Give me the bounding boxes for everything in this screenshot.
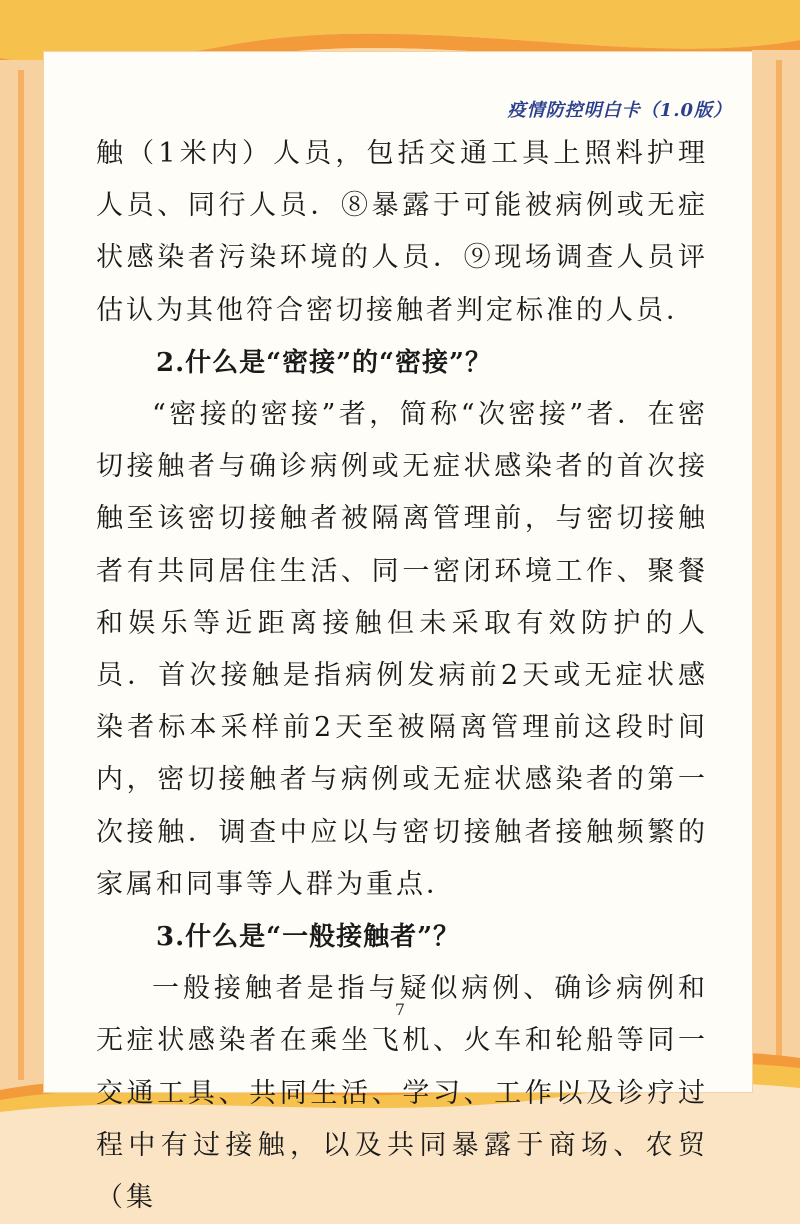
section-heading-3: 3.什么是“一般接触者”？ — [156, 922, 461, 953]
running-header-title: 疫情防控明白卡（1.0版） — [507, 100, 732, 121]
page-number: 7 — [394, 1000, 406, 1019]
continued-paragraph: 触（1米内）人员，包括交通工具上照料护理人员、同行人员．⑧暴露于可能被病例或无症状感染者污染环境的人员．⑨现场调查人员评估认为其他符合密切接触者判定标准的人员． — [96, 138, 708, 326]
document-body — [96, 128, 708, 1224]
section-paragraph-3: 一般接触者是指与疑似病例、确诊病例和无症状感染者在乘坐飞机、火车和轮船等同一交通工具、共同生活、学习、工作以及诊疗过程中有过接触，以及共同暴露于商场、农贸（集 — [96, 973, 708, 1214]
section-paragraph-2: “密接的密接”者，简称“次密接”者．在密切接触者与确诊病例或无症状感染者的首次接触至该密切接触者被隔离管理前，与密切接触者有共同居住生活、同一密闭环境工作、聚餐和娱乐等近距离接触但未采取有效防护的人员．首次接触是指病例发病前2天或无症状感染者标本采样前2天至被隔离管理前这段时间内，密切接触者与病例或无症状感染者的第一次接触．调查中应以与密切接触者接触频繁的家属和同事等人群为重点． — [96, 399, 708, 900]
section-heading-2: 2.什么是“密接”的“密接”？ — [156, 347, 492, 378]
